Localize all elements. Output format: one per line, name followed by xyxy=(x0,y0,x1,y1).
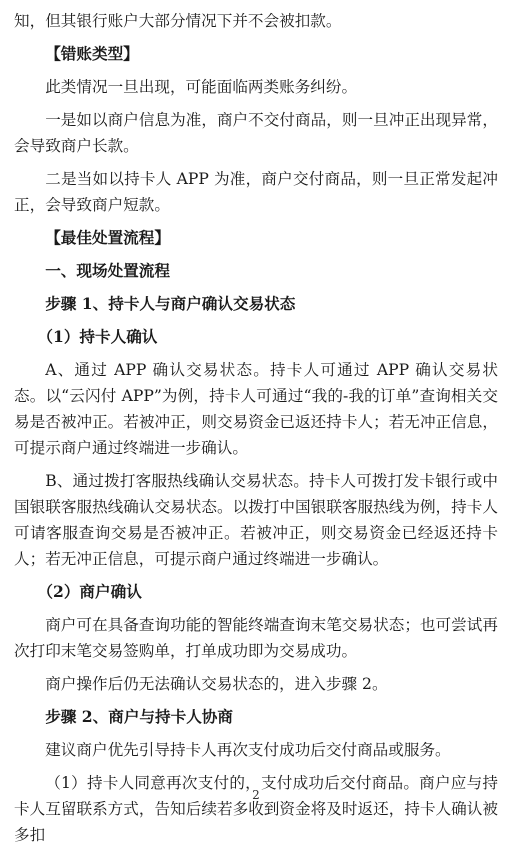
paragraph: （1）持卡人同意再次支付的，支付成功后交付商品。商户应与持卡人互留联系方式，告知后续若多收到资金将及时返还，持卡人确认被多扣 xyxy=(14,774,498,844)
paragraph: 此类情况一旦出现，可能面临两类账务纠纷。 xyxy=(45,78,358,96)
paragraph: 一是如以商户信息为准，商户不交付商品，则一旦冲正出现异常，会导致商户长款。 xyxy=(14,111,498,155)
paragraph-intro-tail: 知，但其银行账户大部分情况下并不会被扣款。 xyxy=(14,12,342,30)
heading-best-process: 【最佳处置流程】 xyxy=(45,228,170,247)
paragraph: 二是当如以持卡人 APP 为准，商户交付商品，则一旦正常发起冲正，会导致商户短款。 xyxy=(14,170,498,214)
paragraph: B、通过拨打客服热线确认交易状态。持卡人可拨打发卡银行或中国银联客服热线确认交易状态。以拨打中国银联客服热线为例，持卡人可请客服查询交易是否被冲正。若被冲正，则交易资金已经返还持卡人；若无冲正信息，可提示商户通过终端进一步确认。 xyxy=(14,472,498,568)
page-number: 2 xyxy=(252,788,260,802)
heading-onsite-process: 一、现场处置流程 xyxy=(45,261,170,280)
paragraph: 建议商户优先引导持卡人再次支付成功后交付商品或服务。 xyxy=(45,741,451,759)
paragraph: A、通过 APP 确认交易状态。持卡人可通过 APP 确认交易状态。以“云闪付 APP”为例，持卡人可通过“我的-我的订单”查询相关交易是否被冲正。若被冲正，则交易资金已返还持卡人；若无冲正信息，可提示商户通过终端进一步确认。 xyxy=(14,361,498,457)
heading-step-1: 步骤 1、持卡人与商户确认交易状态 xyxy=(45,294,296,313)
paragraph: 商户操作后仍无法确认交易状态的，进入步骤 2。 xyxy=(45,675,388,693)
heading-merchant-confirm: （2）商户确认 xyxy=(37,582,142,601)
heading-error-type: 【错账类型】 xyxy=(45,44,139,63)
heading-cardholder-confirm: （1）持卡人确认 xyxy=(37,327,158,346)
paragraph: 商户可在具备查询功能的智能终端查询末笔交易状态；也可尝试再次打印末笔交易签购单，打单成功即为交易成功。 xyxy=(14,616,498,660)
heading-step-2: 步骤 2、商户与持卡人协商 xyxy=(45,707,233,726)
